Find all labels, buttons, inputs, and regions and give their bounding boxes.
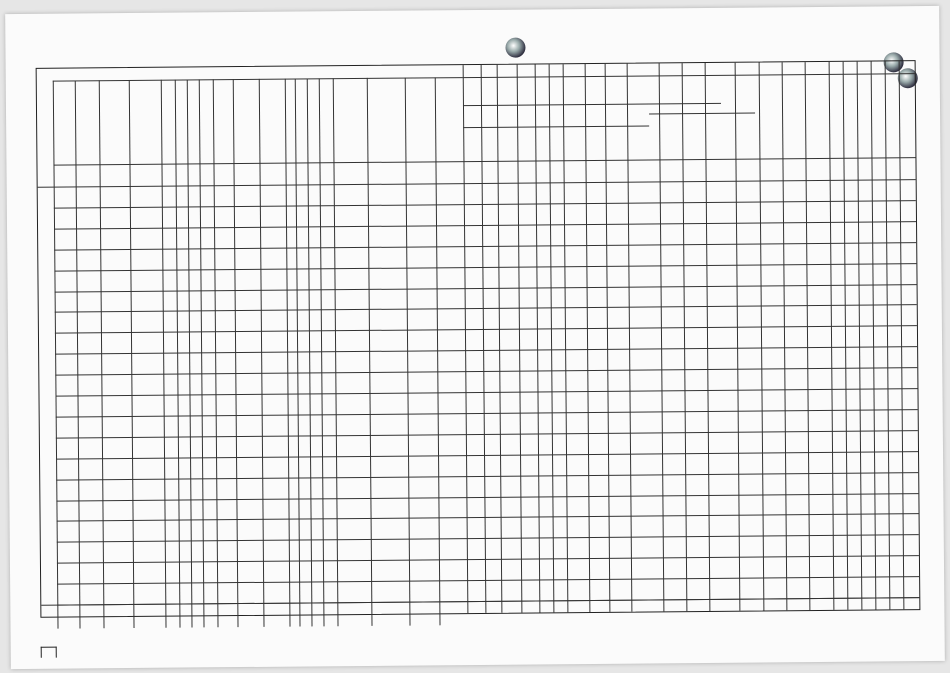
grid-line: [405, 78, 411, 626]
grid-line: [367, 78, 373, 626]
grid-line: [55, 284, 917, 292]
grid-line: [285, 79, 291, 627]
grid-line: [463, 65, 469, 613]
grid-line: [187, 79, 193, 627]
grid-line: [549, 64, 555, 612]
grid-line: [805, 62, 811, 610]
grid-line: [175, 80, 181, 628]
grid-line: [41, 597, 919, 606]
grid-line: [75, 80, 81, 628]
grid-line: [899, 61, 905, 609]
grid-line: [563, 64, 569, 612]
grid-line: [57, 576, 919, 584]
grid-line: [55, 388, 917, 396]
grid-line: [333, 78, 339, 626]
grid-line: [53, 157, 915, 165]
header-cell: [175, 99, 235, 100]
grid-line: [53, 81, 59, 629]
grid-line: [517, 65, 523, 613]
grid-line: [56, 472, 918, 480]
grid-line: [659, 63, 665, 611]
grid-line: [259, 79, 265, 627]
grid-line: [759, 63, 765, 611]
grid-line: [435, 77, 441, 625]
grid-line: [319, 78, 325, 626]
grid-line: [463, 73, 915, 78]
grid-line: [463, 125, 649, 127]
grid-line: [705, 63, 711, 611]
grid-line: [307, 78, 313, 626]
header-cell: [735, 100, 805, 101]
grid-line: [99, 80, 105, 628]
grid-line: [782, 62, 788, 610]
grid-line: [55, 346, 917, 354]
grid-line: [129, 80, 135, 628]
grid-line: [735, 63, 741, 611]
grid-line: [56, 430, 918, 438]
grid-line: [627, 64, 633, 612]
grid-line: [585, 64, 591, 612]
header-cell: [75, 108, 161, 109]
grid-line: [53, 77, 463, 81]
grid-line: [871, 62, 877, 610]
corner-mark: [41, 647, 57, 658]
header-cell: [477, 95, 717, 97]
grid-line: [57, 534, 919, 542]
document-sheet: [5, 6, 945, 669]
grid-line: [213, 79, 219, 627]
grid-line: [497, 65, 503, 613]
header-cell: [137, 68, 357, 70]
grid-line: [199, 79, 205, 627]
grid-line: [295, 79, 301, 627]
grid-line: [829, 62, 835, 610]
grid-line: [56, 409, 918, 417]
grid-line: [161, 80, 167, 628]
grid-line: [682, 63, 688, 611]
grid-line: [481, 65, 487, 613]
grid-line: [233, 79, 239, 627]
grid-line: [54, 263, 916, 271]
grid-line: [857, 62, 863, 610]
salary-table: [36, 60, 921, 618]
grid-line: [38, 179, 916, 188]
grid-line: [55, 367, 917, 375]
header-cell: [507, 118, 617, 119]
grid-line: [649, 113, 755, 115]
grid-line: [55, 305, 917, 313]
grid-line: [535, 64, 541, 612]
punch-hole: [505, 38, 525, 58]
grid-line: [885, 61, 891, 609]
grid-line: [54, 242, 916, 250]
grid-line: [54, 221, 916, 229]
grid-line: [56, 493, 918, 501]
grid-line: [843, 62, 849, 610]
grid-line: [55, 325, 917, 333]
grid-line: [57, 514, 919, 522]
grid-line: [56, 451, 918, 459]
grid-line: [54, 200, 916, 208]
grid-line: [57, 555, 919, 563]
grid-line: [605, 64, 611, 612]
